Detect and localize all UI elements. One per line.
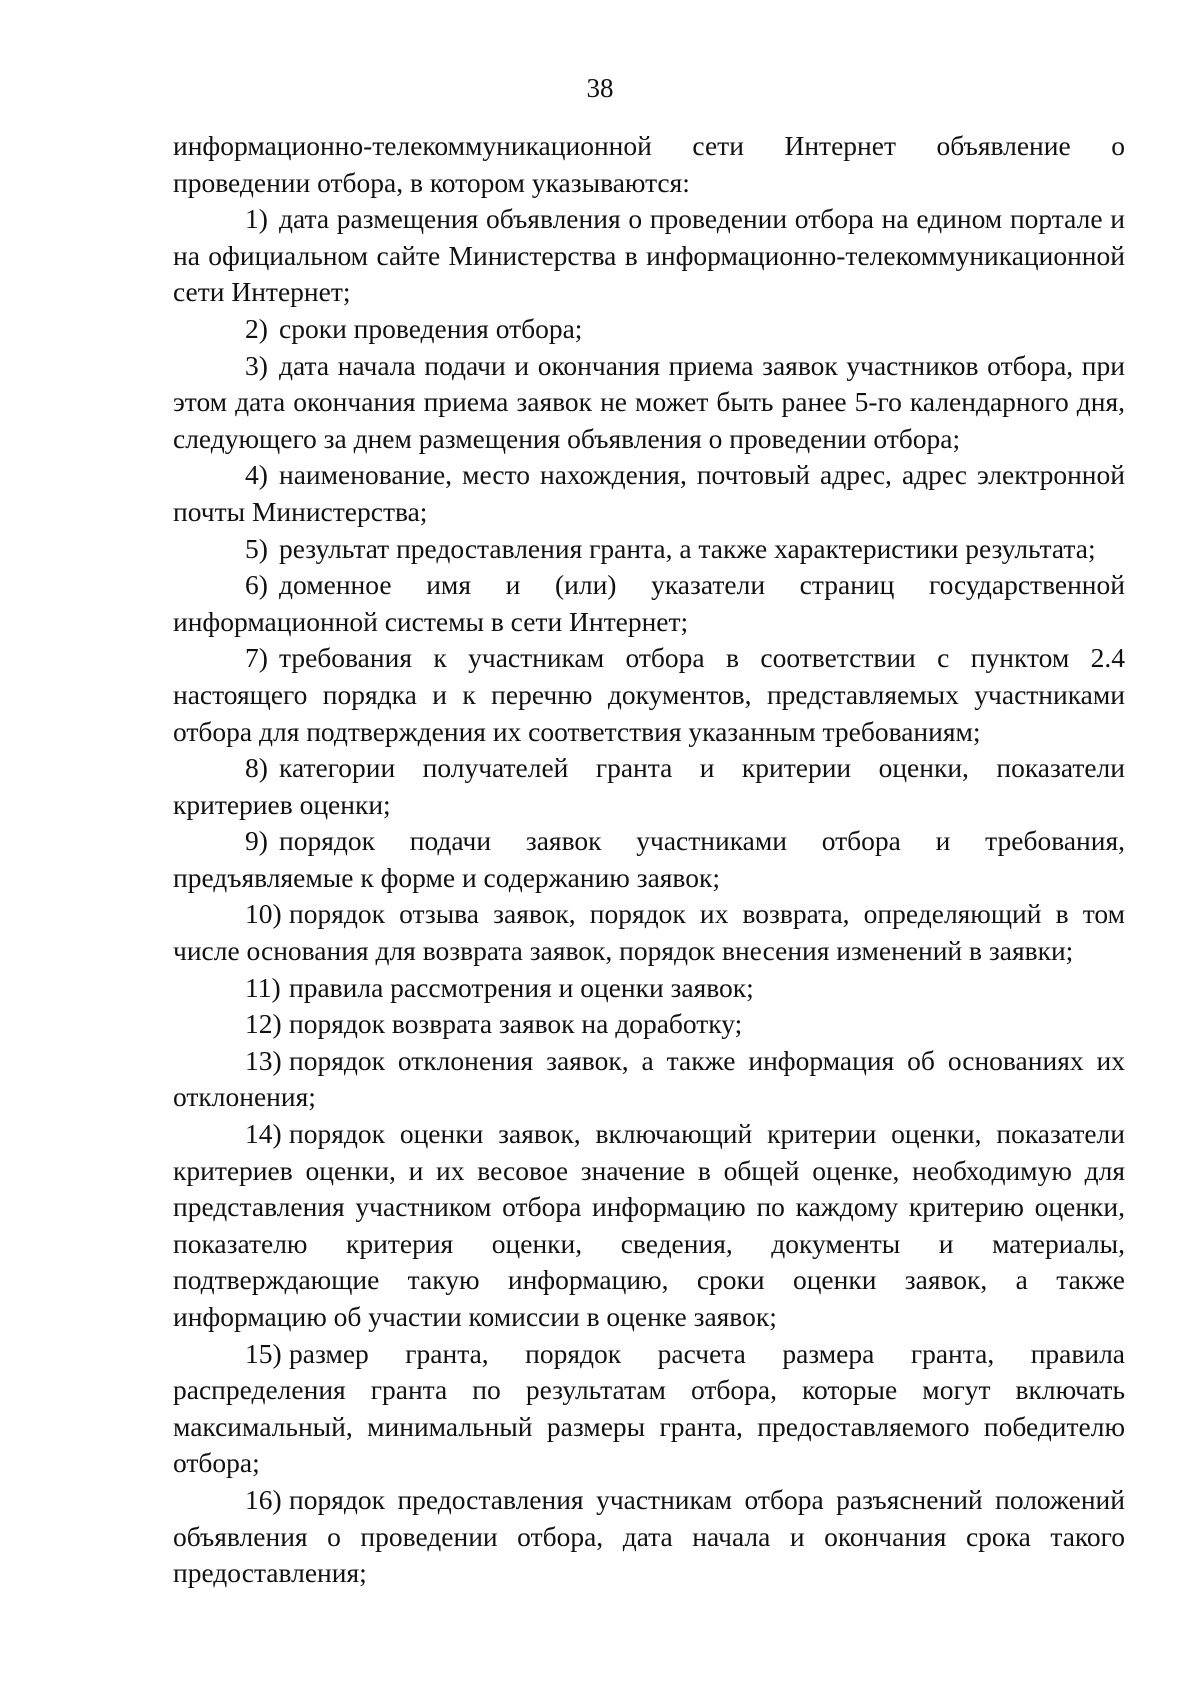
item-number: 7) [245,642,268,674]
document-body [173,128,1125,1592]
item-text: размер гранта, порядок расчета размера гранта, правила распределения гранта по результатам отбора, которые могут включать максимальный, минимальный размеры гранта, предоставляемого победителю отбора; [173,1337,1125,1479]
item-number: 8) [245,752,268,784]
item-number: 4) [245,459,268,491]
list-item [173,1336,1125,1482]
page-number: 38 [586,73,614,103]
item-text: требования к участникам отбора в соответствии с пунктом 2.4 настоящего порядка и к перечню документов, представляемых участниками отбора для подтверждения их соответствия указанным требованиям; [173,642,1125,747]
list-item [173,750,1125,823]
item-text: дата начала подачи и окончания приема заявок участников отбора, при этом дата окончания приема заявок не может быть ранее 5-го календарного дня, следующего за днем размещения объявления о проведении отбора; [173,349,1125,454]
item-text: порядок отзыва заявок, порядок их возврата, определяющий в том числе основания для возврата заявок, порядок внесения изменений в заявки; [173,898,1125,967]
item-text: сроки проведения отбора; [279,312,583,344]
item-number: 3) [245,349,268,381]
intro-paragraph: информационно-телекоммуникационной сети Интернет объявление о проведении отбора, в котором указываются: [173,130,1125,198]
list-item [173,1482,1125,1592]
item-text: категории получателей гранта и критерии оценки, показатели критериев оценки; [173,752,1125,820]
list-item [173,348,1125,458]
list-item [173,1006,1125,1043]
item-number: 5) [245,532,268,564]
item-text: порядок оценки заявок, включающий критерии оценки, показатели критериев оценки, и их весовое значение в общей оценке, необходимую для представления участником отбора информацию по каждому критерию оценки, показателю критерия оценки, сведения, документы и материалы, подтверждающие такую информацию, сроки оценки заявок, а также информацию об участии комиссии в оценке заявок; [173,1118,1125,1332]
item-text: доменное имя и (или) указатели страниц государственной информационной системы в сети Интернет; [173,569,1125,637]
list-item [173,896,1125,969]
item-number: 10) [245,898,282,930]
list-item [173,201,1125,311]
list-item [173,311,1125,348]
list-item [173,457,1125,530]
item-text: порядок предоставления участникам отбора разъяснений положений объявления о проведении отбора, дата начала и окончания срока такого предоставления; [173,1483,1125,1589]
item-text: наименование, место нахождения, почтовый адрес, адрес электронной почты Министерства; [173,459,1125,527]
item-number: 6) [245,569,268,601]
item-number: 16) [245,1483,282,1515]
list-item [173,640,1125,750]
item-text: дата размещения объявления о проведении отбора на едином портале и на официальном сайте Министерства в информационно-телекоммуникационной сети Интернет; [173,203,1125,308]
item-number: 2) [245,312,268,344]
item-text: порядок отклонения заявок, а также информация об основаниях их отклонения; [173,1044,1125,1113]
item-number: 14) [245,1118,282,1150]
item-number: 13) [245,1044,282,1076]
list-item [173,531,1125,568]
item-number: 12) [245,1008,282,1040]
item-text: результат предоставления гранта, а также характеристики результата; [279,532,1096,564]
list-item [173,1043,1125,1116]
item-number: 15) [245,1337,282,1369]
list-item [173,970,1125,1007]
item-text: порядок подачи заявок участниками отбора и требования, предъявляемые к форме и содержанию заявок; [173,825,1125,893]
item-number: 1) [245,203,268,235]
item-text: порядок возврата заявок на доработку; [289,1008,743,1040]
item-number: 11) [245,971,281,1003]
list-item [173,1116,1125,1336]
list-item [173,823,1125,896]
item-text: правила рассмотрения и оценки заявок; [289,971,754,1003]
list-item [173,567,1125,640]
item-number: 9) [245,825,268,857]
